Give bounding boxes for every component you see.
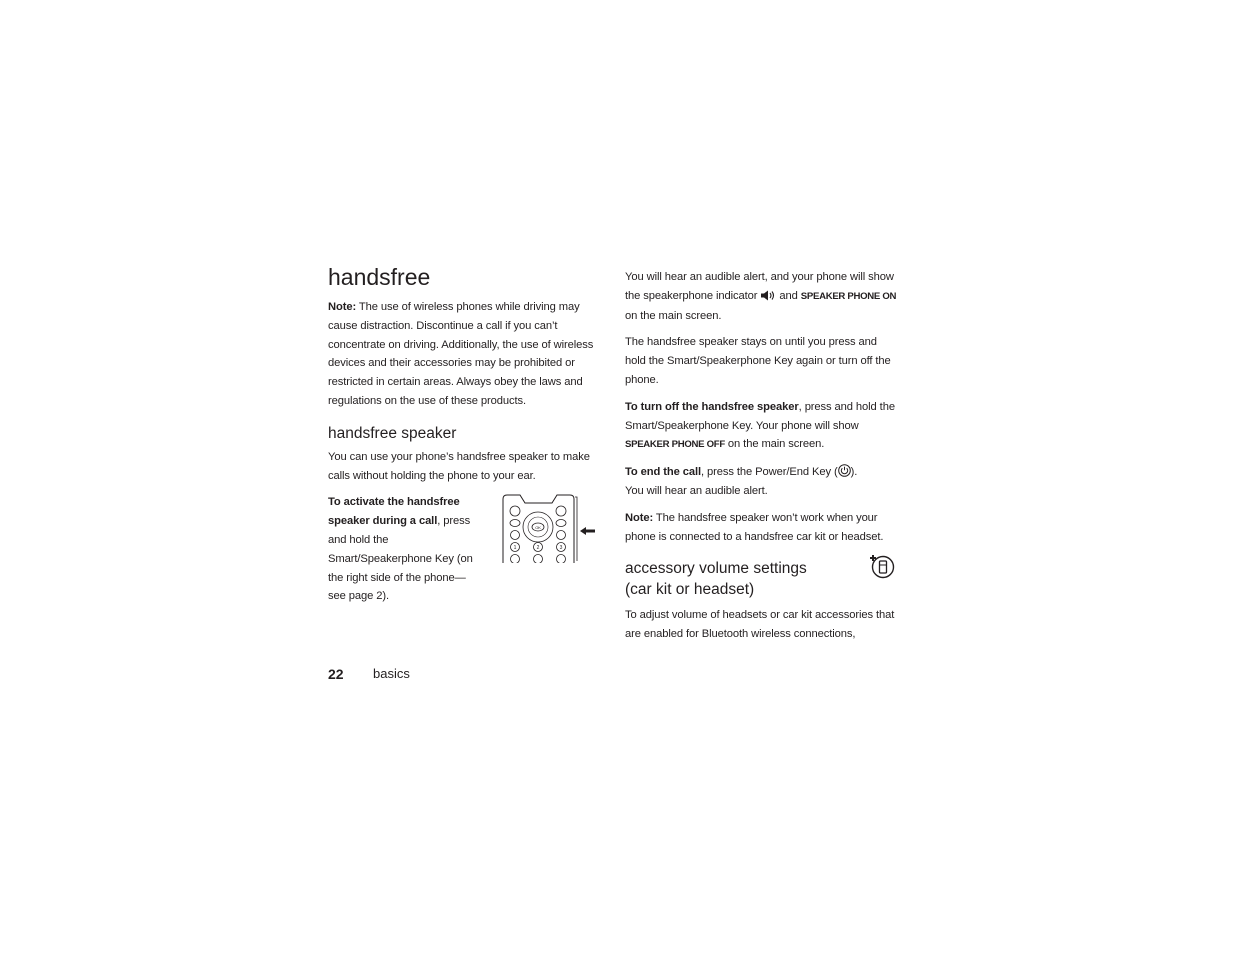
svg-text:1: 1 xyxy=(513,545,517,552)
display-speaker-off: SPEAKER PHONE OFF xyxy=(625,439,725,451)
acc-title-line1: accessory volume settings xyxy=(625,560,807,578)
turn-off-paragraph xyxy=(625,398,897,455)
page-number: 22 xyxy=(328,666,344,682)
alert-paragraph xyxy=(625,268,897,325)
accessory-text: To adjust volume of headsets or car kit accessories that are enabled for Bluetooth wireless connections, xyxy=(625,609,895,641)
acc-title-line2: (car kit or headset) xyxy=(625,581,755,599)
turn-off-tail: on the main screen. xyxy=(724,438,825,451)
turn-off-bold: To turn off the handsfree speaker xyxy=(625,400,799,413)
note-text: The use of wireless phones while driving may cause distraction. Discontinue a call if you can’t concentrate on driving. Additionally, the use of wireless devices and their accessories may be prohibited or restricted in certain areas. Always obey the laws and regulations on the use of these products. xyxy=(328,301,594,407)
activate-instructions xyxy=(328,493,600,606)
activate-text xyxy=(328,493,478,606)
alert-tail: on the main screen. xyxy=(625,309,722,322)
phone-keypad-illustration xyxy=(500,493,596,563)
left-column xyxy=(328,262,600,614)
carkit-note xyxy=(625,509,897,547)
end-call-close: ). xyxy=(850,466,858,479)
power-end-key-icon xyxy=(838,464,851,477)
driving-note xyxy=(328,298,600,411)
accessory-icon xyxy=(869,552,895,580)
turn-off-text: , press and hold the Smart/Speakerphone Key. Your phone will show xyxy=(625,400,895,432)
handsfree-intro: You can use your phone’s handsfree speaker to make calls without holding the phone to your ear. xyxy=(328,450,590,482)
alert-text: You will hear an audible alert, and your phone will show the speakerphone indicator xyxy=(625,271,894,302)
svg-text:3: 3 xyxy=(559,545,563,552)
end-call-bold: To end the call xyxy=(625,466,701,479)
end-call-paragraph xyxy=(625,463,897,501)
end-call-text: , press the Power/End Key ( xyxy=(701,466,838,479)
end-call-alert: You will hear an audible alert. xyxy=(625,484,768,497)
page-title: handsfree xyxy=(328,264,431,290)
svg-text:2: 2 xyxy=(536,545,540,552)
section-heading-handsfree-speaker: handsfree speaker xyxy=(328,424,457,442)
right-column xyxy=(625,268,897,652)
note-label-right: Note: xyxy=(625,511,654,524)
speaker-stays-on: The handsfree speaker stays on until you press and hold the Smart/Speakerphone Key again or turn off the phone. xyxy=(625,336,891,386)
alert-and: and xyxy=(776,289,801,302)
svg-text:OK: OK xyxy=(535,525,541,531)
activate-body: , press and hold the Smart/Speakerphone Key (on the right side of the phone—see page 2). xyxy=(328,515,473,603)
display-speaker-on: SPEAKER PHONE ON xyxy=(800,290,897,302)
section-heading-accessory-volume xyxy=(625,558,897,600)
activate-bold: To activate the handsfree speaker during a call xyxy=(328,496,460,528)
section-label: basics xyxy=(373,666,410,681)
accessory-section xyxy=(625,558,897,644)
speakerphone-indicator-icon xyxy=(760,290,776,301)
note-label: Note: xyxy=(328,301,357,313)
note-text-right: The handsfree speaker won’t work when your phone is connected to a handsfree car kit or headset. xyxy=(625,511,884,543)
